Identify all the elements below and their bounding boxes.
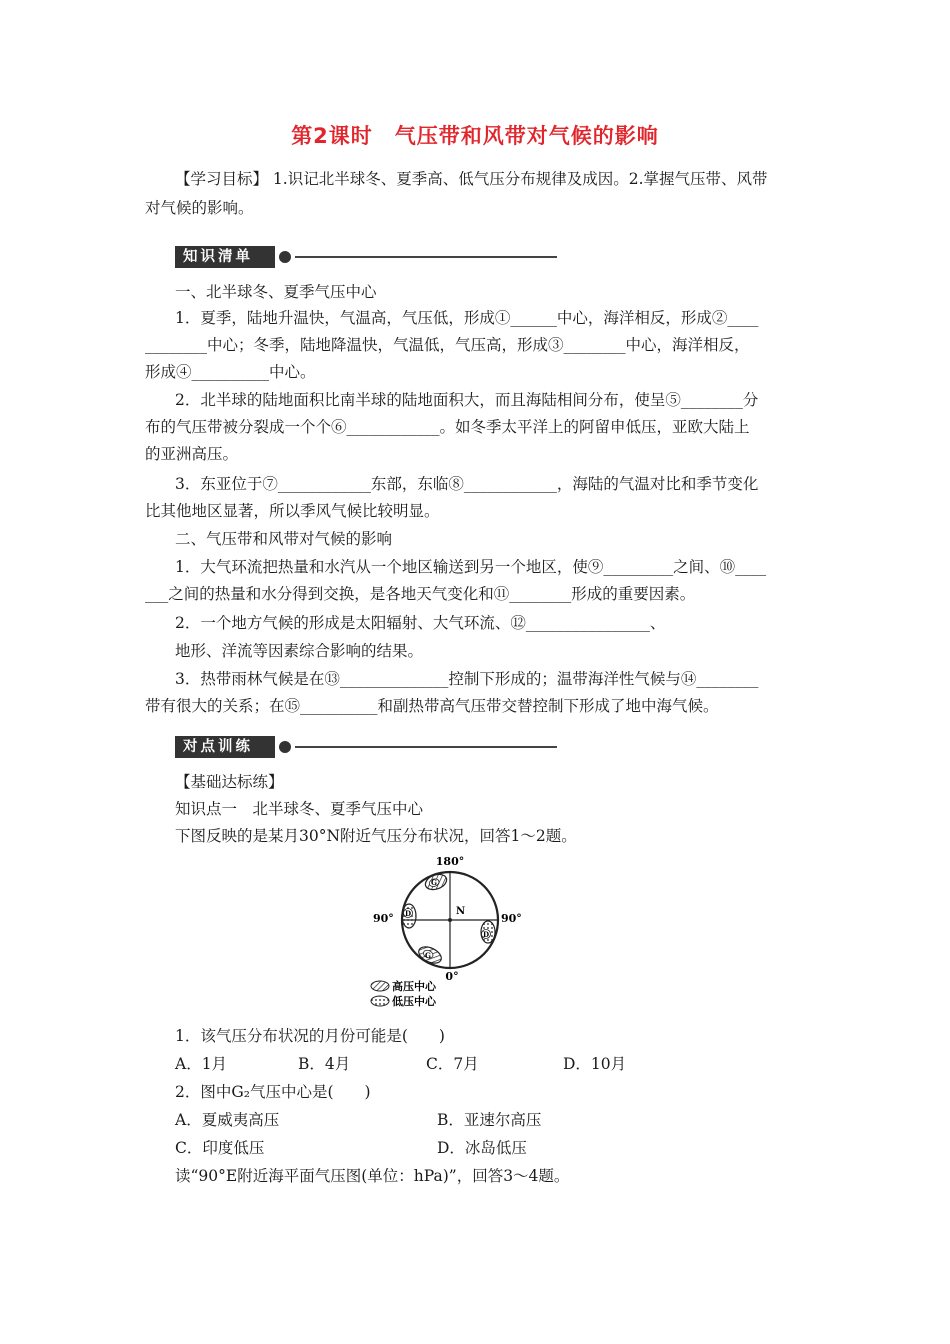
paragraph-line: 1．大气环流把热量和水汽从一个地区输送到另一个地区，使⑨_________之间、⑩____ — [175, 558, 767, 576]
legend-low-swatch — [371, 996, 389, 1006]
practice-level: 【基础达标练】 — [175, 773, 284, 791]
paragraph-line: 1．夏季，陆地升温快，气温高，气压低，形成①______中心，海洋相反，形成②____ — [175, 309, 759, 327]
paragraph-line: 2．北半球的陆地面积比南半球的陆地面积大，而且海陆相间分布，使呈⑤________分 — [175, 391, 759, 409]
center-label: G — [425, 951, 431, 960]
heading-pressure-centers: 一、北半球冬、夏季气压中心 — [175, 283, 377, 301]
center-label: G — [431, 878, 437, 887]
section-dot — [279, 251, 291, 263]
section-tag: 知识清单 — [175, 246, 275, 268]
paragraph-line: ________中心；冬季，陆地降温快，气温低，气压高，形成③________中心，海洋相反， — [145, 336, 750, 354]
paragraph-line: 地形、洋流等因素综合影响的结果。 — [175, 642, 424, 660]
legend-low-label: 低压中心 — [392, 995, 436, 1008]
option-d[interactable]: D．10月 — [563, 1055, 627, 1073]
option-c[interactable]: C．印度低压 — [175, 1139, 265, 1157]
pole-point — [448, 918, 452, 922]
label-90-west: 90° — [373, 912, 394, 925]
section-rule — [295, 746, 557, 748]
paragraph-line: ___之间的热量和水分得到交换，是各地天气变化和⑪________形成的重要因素。 — [145, 585, 696, 603]
label-180: 180° — [435, 855, 465, 868]
figure-intro-2: 读“90°E附近海平面气压图(单位：hPa)”，回答3～4题。 — [175, 1167, 570, 1185]
legend-high-label: 高压中心 — [392, 980, 436, 993]
page-title: 第2课时 气压带和风带对气候的影响 — [291, 124, 659, 148]
paragraph-line: 3．东亚位于⑦____________东部，东临⑧____________，海陆的气温对比和季节变化 — [175, 475, 759, 493]
learning-objective: 【学习目标】 1.识记北半球冬、夏季高、低气压分布规律及成因。2.掌握气压带、风带 — [175, 170, 768, 188]
pressure-distribution-figure — [370, 850, 530, 1010]
label-north: N — [456, 906, 466, 917]
center-label: D — [405, 909, 412, 918]
question-1-stem: 1．该气压分布状况的月份可能是( ) — [175, 1027, 445, 1045]
option-c[interactable]: C．7月 — [426, 1055, 479, 1073]
heading-climate-influence: 二、气压带和风带对气候的影响 — [175, 530, 393, 548]
option-a[interactable]: A．夏威夷高压 — [175, 1111, 280, 1129]
paragraph-line: 比其他地区显著，所以季风气候比较明显。 — [145, 502, 440, 520]
paragraph-line: 2．一个地方气候的形成是太阳辐射、大气环流、⑫________________、 — [175, 614, 666, 632]
knowledge-point: 知识点一 北半球冬、夏季气压中心 — [175, 800, 424, 818]
option-d[interactable]: D．冰岛低压 — [437, 1139, 527, 1157]
label-0: 0° — [445, 970, 459, 983]
option-b[interactable]: B．亚速尔高压 — [437, 1111, 542, 1129]
paragraph-line: 的亚洲高压。 — [145, 445, 239, 463]
option-b[interactable]: B．4月 — [298, 1055, 351, 1073]
legend-high-swatch — [371, 981, 389, 991]
paragraph-line: 布的气压带被分裂成一个个⑥____________。如冬季太平洋上的阿留申低压，亚欧大陆上 — [145, 418, 750, 436]
option-a[interactable]: A．1月 — [175, 1055, 228, 1073]
section-rule — [295, 256, 557, 258]
question-2-stem: 2．图中G₂气压中心是( ) — [175, 1083, 371, 1101]
section-dot — [279, 741, 291, 753]
figure-intro: 下图反映的是某月30°N附近气压分布状况，回答1～2题。 — [175, 827, 577, 845]
paragraph-line: 带有很大的关系；在⑮__________和副热带高气压带交替控制下形成了地中海气候。 — [145, 697, 719, 715]
learning-objective-cont: 对气候的影响。 — [145, 199, 254, 217]
paragraph-line: 3．热带雨林气候是在⑬______________控制下形成的；温带海洋性气候与⑭________ — [175, 670, 759, 688]
center-label: D — [483, 930, 490, 939]
paragraph-line: 形成④__________中心。 — [145, 363, 316, 381]
section-tag: 对点训练 — [175, 736, 275, 758]
label-90-east: 90° — [501, 912, 522, 925]
